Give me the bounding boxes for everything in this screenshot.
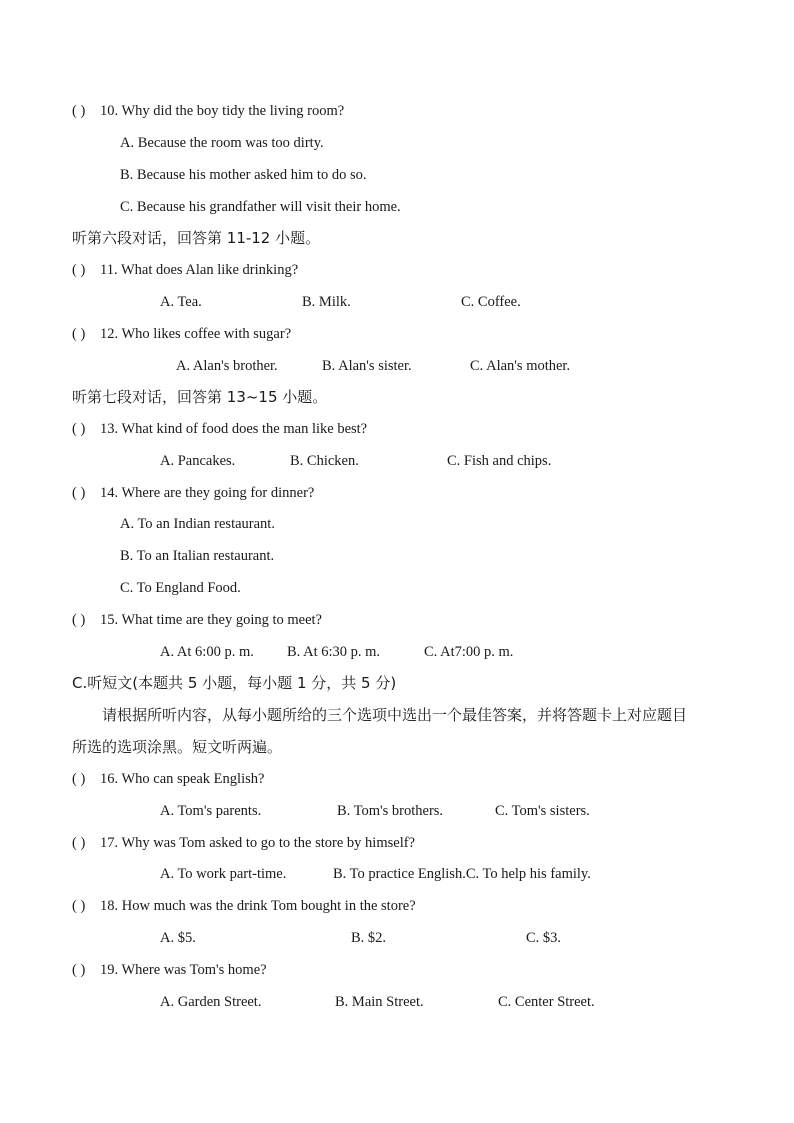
section-c-instructions-line1: 请根据所听内容，从每小题所给的三个选项中选出一个最佳答案，并将答题卡上对应题目 [102,706,688,724]
option-a: A. Garden Street. [160,994,262,1010]
option-b: B. $2. [351,930,387,946]
question-text: 12. Who likes coffee with sugar? [100,326,292,342]
question-text: 13. What kind of food does the man like best? [100,421,368,437]
answer-blank[interactable]: ( ) [72,485,86,501]
option-a: A. To work part-time. [160,866,287,882]
option-c: C. Fish and chips. [447,453,552,469]
answer-blank[interactable]: ( ) [72,103,86,119]
question-text: 11. What does Alan like drinking? [100,262,299,278]
question-text: 16. Who can speak English? [100,771,265,787]
question-text: 10. Why did the boy tidy the living room? [100,103,345,119]
section-heading-7: 听第七段对话，回答第 13~15 小题。 [72,388,328,406]
option-a: A. Pancakes. [160,453,236,469]
answer-blank[interactable]: ( ) [72,612,86,628]
option-a: A. $5. [160,930,196,946]
question-text: 19. Where was Tom's home? [100,962,267,978]
question-text: 15. What time are they going to meet? [100,612,322,628]
question-text: 18. How much was the drink Tom bought in the store? [100,898,416,914]
answer-blank[interactable]: ( ) [72,835,86,851]
section-c-title: C.听短文(本题共 5 小题，每小题 1 分，共 5 分) [72,674,397,692]
option-text: B. Because his mother asked him to do so. [120,167,367,183]
option-c: C. Tom's sisters. [495,803,590,819]
answer-blank[interactable]: ( ) [72,421,86,437]
option-b: B. Chicken. [290,453,359,469]
option-c: C. Alan's mother. [470,358,571,374]
section-c-instructions-line2: 所选的选项涂黑。短文听两遍。 [72,738,283,756]
option-text: B. To an Italian restaurant. [120,548,275,564]
option-c: C. Coffee. [461,294,521,310]
question-text: 14. Where are they going for dinner? [100,485,315,501]
option-text: A. Because the room was too dirty. [120,135,324,151]
option-b: B. Tom's brothers. [337,803,444,819]
option-text: C. To England Food. [120,580,241,596]
option-b-and-c: B. To practice English.C. To help his family. [333,866,591,882]
answer-blank[interactable]: ( ) [72,898,86,914]
option-b: B. Milk. [302,294,351,310]
section-heading-6: 听第六段对话，回答第 11-12 小题。 [72,229,321,247]
option-a: A. Tom's parents. [160,803,262,819]
option-a: A. Tea. [160,294,202,310]
answer-blank[interactable]: ( ) [72,771,86,787]
option-c: C. Center Street. [498,994,595,1010]
option-b: B. Main Street. [335,994,424,1010]
option-text: C. Because his grandfather will visit their home. [120,199,401,215]
option-a: A. At 6:00 p. m. [160,644,254,660]
question-text: 17. Why was Tom asked to go to the store by himself? [100,835,415,851]
option-c: C. $3. [526,930,562,946]
answer-blank[interactable]: ( ) [72,326,86,342]
option-text: A. To an Indian restaurant. [120,516,275,532]
option-a: A. Alan's brother. [176,358,278,374]
option-b: B. At 6:30 p. m. [287,644,381,660]
answer-blank[interactable]: ( ) [72,262,86,278]
option-b: B. Alan's sister. [322,358,412,374]
answer-blank[interactable]: ( ) [72,962,86,978]
option-c: C. At7:00 p. m. [424,644,514,660]
